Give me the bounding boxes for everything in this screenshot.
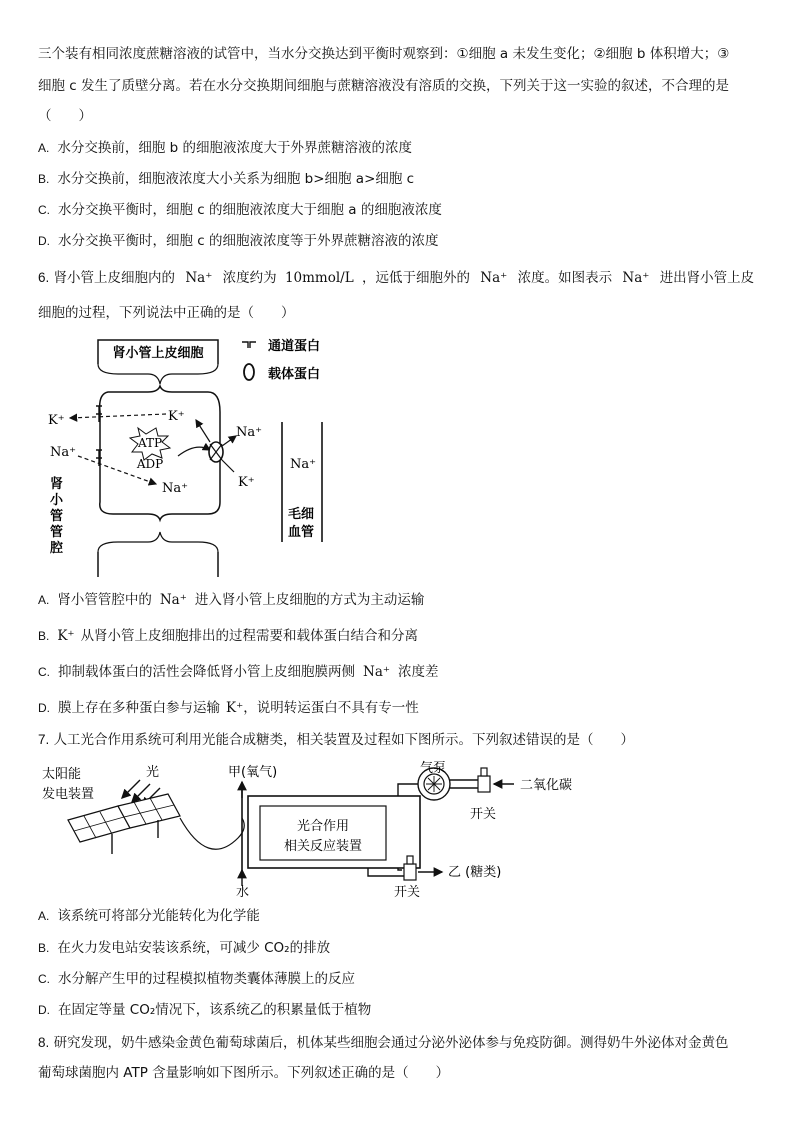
lumen-label-char: 管 (50, 509, 64, 524)
water-label: 水 (236, 885, 250, 900)
ion-k: K⁺ (57, 628, 75, 644)
atp-label: ATP (137, 436, 163, 450)
option-label: A. (38, 593, 50, 607)
option-text: 从肾小管上皮细胞排出的过程需要和载体蛋白结合和分离 (80, 628, 419, 644)
kidney-tubule-figure (38, 332, 358, 580)
lumen-label-char: 肾 (50, 477, 64, 492)
q5-option-b[interactable] (38, 169, 414, 189)
q8-stem-line-1 (38, 1033, 729, 1053)
capillary-na-label: Na⁺ (290, 457, 316, 472)
switch-bottom-label: 开关 (394, 885, 421, 900)
option-label: C. (38, 665, 50, 679)
option-text: 在固定等量 CO₂情况下，该系统乙的积累量低于植物 (58, 1002, 372, 1018)
q8-stem-line-2: 葡萄球菌胞内 ATP 含量影响如下图所示。下列叙述正确的是（ ） (38, 1065, 450, 1081)
q5-option-c[interactable] (38, 200, 442, 220)
option-label: D. (38, 701, 50, 715)
stem-text: 人工光合作用系统可利用光能合成糖类，相关装置及过程如下图所示。下列叙述错误的是（ ） (53, 732, 635, 748)
atp-energy-arrow (178, 447, 210, 456)
na-out-carrier-label: Na⁺ (236, 425, 262, 440)
q5-stem-line-1: 三个装有相同浓度蔗糖溶液的试管中，当水分交换达到平衡时观察到：①细胞 a 未发生变化；②细胞 b 体积增大；③ (38, 46, 730, 62)
q5-stem-line-3: （ ） (38, 108, 92, 124)
q5-stem-line-2: 细胞 c 发生了质壁分离。若在水分交换期间细胞与蔗糖溶液没有溶质的交换，下列关于这一实验的叙述，不合理的是 (38, 78, 730, 94)
ion-na: Na⁺ (159, 592, 187, 608)
ion-na: Na⁺ (480, 270, 508, 286)
option-label: C. (38, 972, 50, 986)
stem-text: 肾小管上皮细胞内的 (53, 270, 176, 286)
na-outside-label: Na⁺ (50, 445, 76, 460)
pump-pipe (398, 784, 418, 796)
solar-label-2: 发电装置 (42, 787, 95, 802)
co2-label: 二氧化碳 (520, 778, 573, 793)
na-inside-label: Na⁺ (162, 481, 188, 496)
option-label: B. (38, 941, 50, 955)
question-number: 6. (38, 270, 50, 285)
solar-label-1: 太阳能 (42, 767, 82, 782)
brace-bottom (98, 532, 218, 552)
stem-text: 浓度约为 (222, 270, 277, 286)
option-text: 水分交换平衡时，细胞 c 的细胞液浓度大于细胞 a 的细胞液浓度 (58, 202, 442, 218)
ion-na: Na⁺ (363, 664, 390, 680)
oxygen-label: 甲(氧气) (228, 765, 278, 780)
option-text: 膜上存在多种蛋白参与运输 (58, 700, 220, 716)
solar-panel-icon (68, 794, 180, 854)
k-carrier-outer (222, 460, 234, 472)
option-text: 在火力发电站安装该系统，可减少 CO₂的排放 (57, 940, 331, 956)
bottom-cell-outline (98, 552, 218, 577)
q7-option-d[interactable] (38, 1000, 371, 1020)
switch-top-label: 开关 (470, 807, 497, 822)
option-label: B. (38, 172, 50, 186)
power-wire (180, 818, 244, 849)
option-label: A. (38, 141, 50, 155)
option-text: 抑制载体蛋白的活性会降低肾小管上皮细胞膜两侧 (58, 664, 355, 680)
light-ray (122, 780, 140, 798)
k-inside-label: K⁺ (168, 409, 185, 424)
option-text: 水分交换平衡时，细胞 c 的细胞液浓度等于外界蔗糖溶液的浓度 (58, 233, 439, 249)
stem-text: 研究发现，奶牛感染金黄色葡萄球菌后，机体某些细胞会通过分泌外泌体参与免疫防御。测得奶牛外泌体对金黄色 (53, 1035, 729, 1051)
k-out-arrow (70, 414, 166, 418)
option-label: C. (38, 203, 50, 217)
question-number: 7. (38, 732, 50, 747)
valve-bottom-icon (404, 864, 416, 880)
option-text: 水分交换前，细胞液浓度大小关系为细胞 b>细胞 a>细胞 c (57, 171, 415, 187)
option-text: 水分解产生甲的过程模拟植物类囊体薄膜上的反应 (58, 971, 355, 987)
legend-channel: 通道蛋白 (268, 339, 321, 354)
artificial-photosynthesis-figure (38, 758, 573, 900)
lumen-label-char: 腔 (50, 541, 64, 556)
option-label: D. (38, 234, 50, 248)
carrier-protein-legend-icon (244, 364, 254, 380)
k-in-carrier-label: K⁺ (238, 475, 255, 490)
q7-option-c[interactable] (38, 969, 355, 989)
light-label: 光 (146, 765, 160, 780)
q6-option-a[interactable] (38, 590, 424, 610)
na-carrier-out-arrow (222, 436, 236, 446)
option-label: A. (38, 909, 50, 923)
capillary-label-2: 血管 (288, 525, 315, 540)
channel-protein-icon (96, 406, 102, 422)
q6-option-b[interactable] (38, 626, 418, 646)
valve-top-icon (478, 776, 490, 792)
sugar-label: 乙 (糖类) (448, 865, 502, 880)
device-label-1: 光合作用 (296, 819, 350, 834)
q5-option-a[interactable] (38, 138, 412, 158)
stem-text: ，远低于细胞外的 (362, 270, 470, 286)
stem-text: 进出肾小管上皮 (659, 270, 755, 286)
option-text: 肾小管管腔中的 (57, 592, 152, 608)
pump-label: 气泵 (420, 761, 447, 776)
q7-option-b[interactable] (38, 938, 330, 958)
stem-text: 浓度。如图表示 (517, 270, 613, 286)
option-text: 浓度差 (398, 664, 439, 680)
q6-option-d[interactable] (38, 698, 419, 718)
ion-na: Na⁺ (622, 270, 650, 286)
k-outside-label: K⁺ (48, 413, 65, 428)
option-text: ，说明转运蛋白不具有专一性 (243, 700, 419, 716)
q7-option-a[interactable] (38, 906, 260, 926)
q6-stem-line-2: 细胞的过程，下列说法中正确的是（ ） (38, 305, 295, 321)
device-label-2: 相关反应装置 (283, 839, 363, 854)
capillary-label-1: 毛细 (288, 507, 315, 522)
option-text: 进入肾小管上皮细胞的方式为主动运输 (194, 592, 425, 608)
option-label: D. (38, 1003, 50, 1017)
q7-stem (38, 730, 634, 750)
concentration: 10mmol/L (284, 270, 354, 286)
brace-top (98, 364, 218, 384)
option-label: B. (38, 629, 50, 643)
k-carrier-in-arrow (196, 420, 210, 442)
option-text: 水分交换前，细胞 b 的细胞液浓度大于外界蔗糖溶液的浓度 (57, 140, 412, 156)
channel-protein-legend-icon (242, 342, 256, 348)
co2-pipe (450, 780, 478, 788)
ion-k: K⁺ (226, 700, 244, 716)
cell-outline (100, 386, 220, 520)
lumen-label-char: 管 (50, 525, 64, 540)
option-text: 该系统可将部分光能转化为化学能 (57, 908, 260, 924)
figure-title: 肾小管上皮细胞 (112, 346, 204, 361)
question-number: 8. (38, 1035, 50, 1050)
adp-label: ADP (136, 457, 164, 471)
q6-stem-line-1 (38, 268, 754, 288)
q6-option-c[interactable] (38, 662, 439, 682)
legend-carrier: 载体蛋白 (268, 367, 321, 382)
ion-na: Na⁺ (185, 270, 213, 286)
q5-option-d[interactable] (38, 231, 439, 251)
lumen-label-char: 小 (50, 493, 64, 508)
